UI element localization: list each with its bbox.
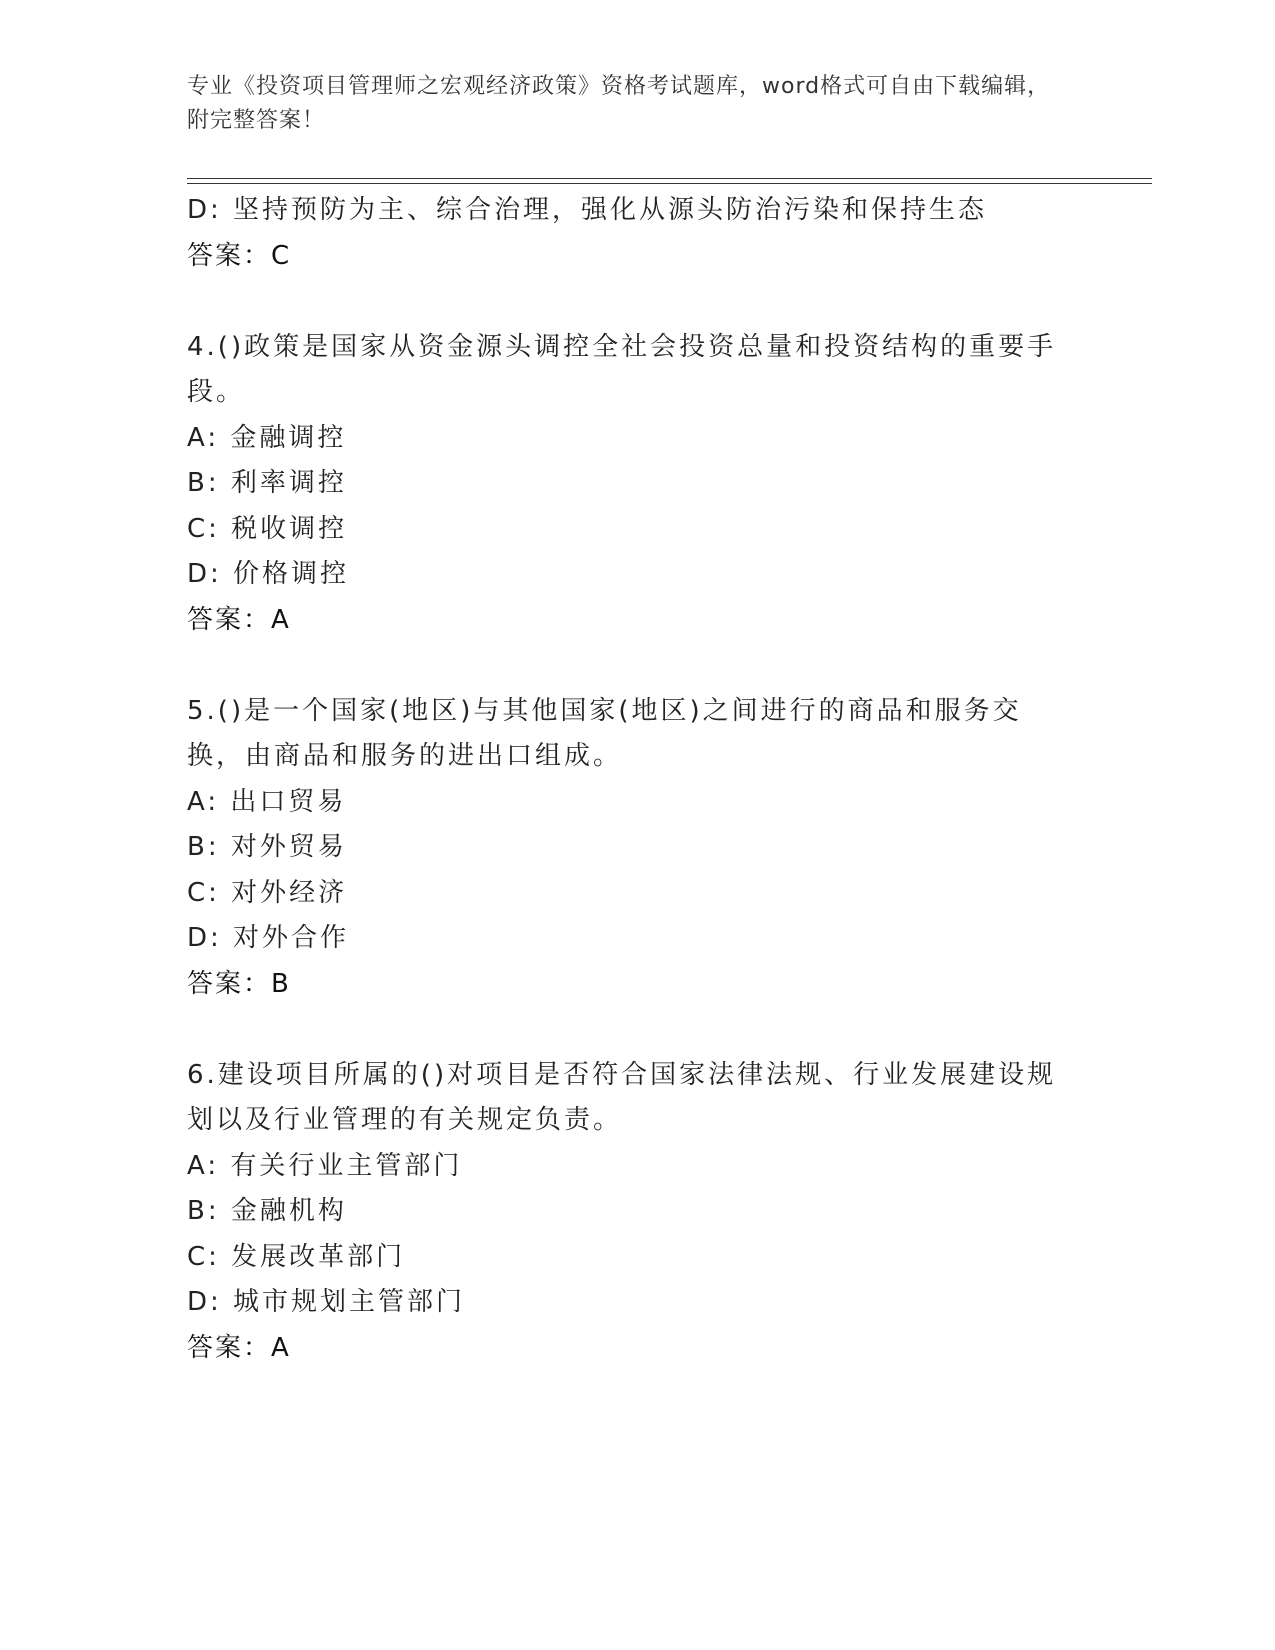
- option-c: C: 税收调控: [187, 513, 348, 544]
- header-divider-bottom: [187, 183, 1152, 184]
- question-stem: 4.()政策是国家从资金源头调控全社会投资总量和投资结构的重要手段。: [187, 331, 1057, 407]
- option-b: B: 金融机构: [187, 1196, 347, 1226]
- option-a: A: 出口贸易: [187, 786, 347, 817]
- answer-line: 答案：A: [187, 1332, 291, 1363]
- option-d: D: 城市规划主管部门: [187, 1287, 466, 1317]
- option-a: A: 金融调控: [187, 422, 347, 453]
- partial-question-3: [187, 188, 1087, 279]
- option-c: C: 发展改革部门: [187, 1241, 406, 1272]
- option-b: B: 利率调控: [187, 468, 347, 498]
- question-6: [187, 1053, 1087, 1372]
- document-header: 专业《投资项目管理师之宏观经济政策》资格考试题库，word格式可自由下载编辑，附完整答案！: [187, 74, 1051, 133]
- answer-line: 答案：A: [187, 604, 291, 635]
- question-5: [187, 689, 1087, 1008]
- answer-line: 答案：B: [187, 968, 291, 999]
- question-stem: 5.()是一个国家(地区)与其他国家(地区)之间进行的商品和服务交换，由商品和服务的进出口组成。: [187, 695, 1022, 771]
- question-4: [187, 325, 1087, 644]
- option-d: D: 坚持预防为主、综合治理，强化从源头防治污染和保持生态: [187, 195, 988, 225]
- option-b: B: 对外贸易: [187, 832, 347, 862]
- answer-line: 答案：C: [187, 240, 292, 271]
- option-a: A: 有关行业主管部门: [187, 1150, 463, 1181]
- option-d: D: 价格调控: [187, 559, 350, 589]
- header-divider-top: [187, 178, 1152, 179]
- question-stem: 6.建设项目所属的()对项目是否符合国家法律法规、行业发展建设规划以及行业管理的有关规定负责。: [187, 1059, 1057, 1135]
- question-content: [187, 188, 1087, 1371]
- option-d: D: 对外合作: [187, 923, 350, 953]
- option-c: C: 对外经济: [187, 877, 348, 908]
